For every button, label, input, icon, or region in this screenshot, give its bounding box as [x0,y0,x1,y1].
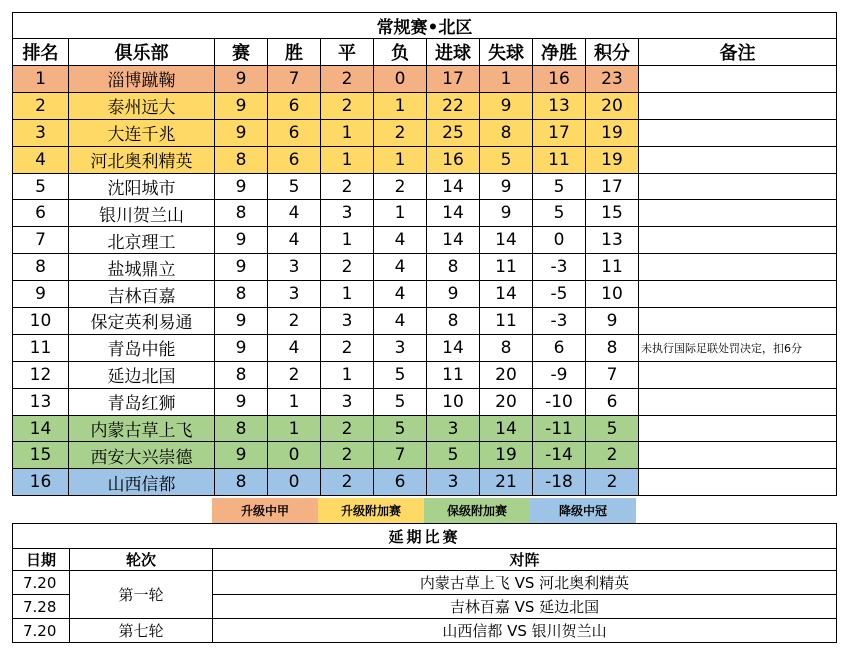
table-row [13,361,837,388]
club-cell: 沈阳城市 [69,173,215,200]
drawn-cell: 2 [321,442,374,469]
legend-item: 升级附加赛 [318,498,424,523]
drawn-cell: 2 [321,254,374,281]
played-cell: 8 [215,469,268,496]
club-cell: 吉林百嘉 [69,281,215,308]
goals-against-cell: 14 [480,415,533,442]
goal-diff-cell: -14 [533,442,586,469]
played-cell: 9 [215,334,268,361]
played-cell: 8 [215,361,268,388]
note-cell [639,173,837,200]
date-cell: 7.20 [13,619,70,643]
goal-diff-cell: 5 [533,173,586,200]
goals-for-cell: 3 [427,469,480,496]
goals-for-cell: 14 [427,200,480,227]
club-cell: 北京理工 [69,227,215,254]
goals-for-cell: 3 [427,415,480,442]
lost-cell: 4 [374,227,427,254]
standings-header-row [13,39,837,66]
note-cell [639,388,837,415]
goal-diff-cell: 13 [533,92,586,119]
lost-cell: 7 [374,442,427,469]
goal-diff-cell: -11 [533,415,586,442]
table-row [13,173,837,200]
points-cell: 13 [586,227,639,254]
zone-legend [212,498,636,523]
note-cell [639,281,837,308]
drawn-cell: 1 [321,119,374,146]
round-cell: 第七轮 [70,619,213,643]
drawn-cell: 3 [321,308,374,335]
postponed-title: 延期比赛 [13,524,837,549]
lost-cell: 5 [374,415,427,442]
goal-diff-cell: 0 [533,227,586,254]
rank-cell: 14 [13,415,69,442]
club-cell: 河北奥利精英 [69,146,215,173]
note-cell [639,200,837,227]
drawn-cell: 2 [321,469,374,496]
lost-cell: 5 [374,388,427,415]
standings-header-cell: 净胜 [533,39,586,66]
table-row [13,227,837,254]
legend-item: 降级中冠 [530,498,636,523]
goals-for-cell: 10 [427,388,480,415]
standings-header-cell: 失球 [480,39,533,66]
goals-against-cell: 8 [480,334,533,361]
rank-cell: 11 [13,334,69,361]
postponed-header-row [13,549,837,571]
won-cell: 3 [268,254,321,281]
goal-diff-cell: -18 [533,469,586,496]
played-cell: 9 [215,227,268,254]
played-cell: 8 [215,146,268,173]
goals-against-cell: 11 [480,308,533,335]
played-cell: 9 [215,92,268,119]
goal-diff-cell: -9 [533,361,586,388]
table-row [13,254,837,281]
standings-header-cell: 备注 [639,39,837,66]
date-cell: 7.20 [13,571,70,595]
table-row [13,146,837,173]
points-cell: 19 [586,146,639,173]
goal-diff-cell: 11 [533,146,586,173]
note-cell [639,415,837,442]
postponed-header-cell: 对阵 [213,549,837,571]
lost-cell: 6 [374,469,427,496]
table-row [13,308,837,335]
drawn-cell: 2 [321,92,374,119]
drawn-cell: 1 [321,227,374,254]
lost-cell: 0 [374,66,427,93]
rank-cell: 4 [13,146,69,173]
note-cell [639,92,837,119]
played-cell: 8 [215,200,268,227]
won-cell: 0 [268,442,321,469]
rank-cell: 10 [13,308,69,335]
goal-diff-cell: 16 [533,66,586,93]
won-cell: 4 [268,334,321,361]
goals-for-cell: 5 [427,442,480,469]
rank-cell: 12 [13,361,69,388]
club-cell: 西安大兴崇德 [69,442,215,469]
played-cell: 8 [215,281,268,308]
goals-against-cell: 11 [480,254,533,281]
points-cell: 7 [586,361,639,388]
won-cell: 6 [268,92,321,119]
goals-against-cell: 19 [480,442,533,469]
rank-cell: 8 [13,254,69,281]
goals-for-cell: 16 [427,146,480,173]
postponed-header-cell: 日期 [13,549,70,571]
goals-for-cell: 11 [427,361,480,388]
lost-cell: 4 [374,308,427,335]
drawn-cell: 2 [321,66,374,93]
goals-for-cell: 22 [427,92,480,119]
standings-table [12,12,837,496]
drawn-cell: 1 [321,281,374,308]
match-cell: 山西信都 VS 银川贺兰山 [213,619,837,643]
points-cell: 9 [586,308,639,335]
won-cell: 5 [268,173,321,200]
club-cell: 保定英利易通 [69,308,215,335]
table-row [13,571,837,595]
lost-cell: 4 [374,281,427,308]
goals-for-cell: 14 [427,334,480,361]
goal-diff-cell: -3 [533,254,586,281]
note-cell [639,308,837,335]
rank-cell: 9 [13,281,69,308]
match-cell: 内蒙古草上飞 VS 河北奥利精英 [213,571,837,595]
points-cell: 8 [586,334,639,361]
played-cell: 9 [215,119,268,146]
table-row [13,334,837,361]
lost-cell: 1 [374,146,427,173]
goals-against-cell: 1 [480,66,533,93]
lost-cell: 2 [374,173,427,200]
goal-diff-cell: -10 [533,388,586,415]
points-cell: 15 [586,200,639,227]
points-cell: 23 [586,66,639,93]
note-cell [639,119,837,146]
table-row [13,200,837,227]
points-cell: 11 [586,254,639,281]
rank-cell: 3 [13,119,69,146]
goals-against-cell: 9 [480,200,533,227]
won-cell: 1 [268,388,321,415]
rank-cell: 13 [13,388,69,415]
table-row [13,281,837,308]
standings-header-cell: 俱乐部 [69,39,215,66]
drawn-cell: 3 [321,388,374,415]
played-cell: 9 [215,442,268,469]
goal-diff-cell: 5 [533,200,586,227]
club-cell: 山西信都 [69,469,215,496]
note-cell [639,146,837,173]
club-cell: 银川贺兰山 [69,200,215,227]
postponed-matches-table [12,523,837,643]
rank-cell: 16 [13,469,69,496]
won-cell: 6 [268,119,321,146]
club-cell: 延边北国 [69,361,215,388]
club-cell: 大连千兆 [69,119,215,146]
table-row [13,92,837,119]
legend-item: 升级中甲 [212,498,318,523]
goal-diff-cell: 17 [533,119,586,146]
points-cell: 17 [586,173,639,200]
goals-for-cell: 14 [427,227,480,254]
lost-cell: 1 [374,92,427,119]
date-cell: 7.28 [13,595,70,619]
won-cell: 2 [268,361,321,388]
drawn-cell: 3 [321,200,374,227]
goal-diff-cell: 6 [533,334,586,361]
drawn-cell: 2 [321,334,374,361]
lost-cell: 5 [374,361,427,388]
played-cell: 9 [215,66,268,93]
won-cell: 0 [268,469,321,496]
standings-header-cell: 积分 [586,39,639,66]
note-cell [639,442,837,469]
legend-item: 保级附加赛 [424,498,530,523]
note-cell [639,469,837,496]
played-cell: 9 [215,173,268,200]
won-cell: 2 [268,308,321,335]
club-cell: 内蒙古草上飞 [69,415,215,442]
club-cell: 盐城鼎立 [69,254,215,281]
drawn-cell: 1 [321,146,374,173]
rank-cell: 5 [13,173,69,200]
lost-cell: 3 [374,334,427,361]
goals-against-cell: 21 [480,469,533,496]
goal-diff-cell: -5 [533,281,586,308]
drawn-cell: 1 [321,361,374,388]
goals-against-cell: 14 [480,281,533,308]
table-row [13,469,837,496]
standings-header-cell: 平 [321,39,374,66]
goals-for-cell: 17 [427,66,480,93]
round-cell: 第一轮 [70,571,213,619]
goals-against-cell: 14 [480,227,533,254]
drawn-cell: 2 [321,173,374,200]
goals-against-cell: 9 [480,92,533,119]
note-cell: 未执行国际足联处罚决定，扣6分 [639,334,837,361]
won-cell: 7 [268,66,321,93]
note-cell [639,66,837,93]
points-cell: 2 [586,442,639,469]
played-cell: 9 [215,388,268,415]
standings-header-cell: 赛 [215,39,268,66]
goals-against-cell: 20 [480,361,533,388]
goals-against-cell: 20 [480,388,533,415]
goals-for-cell: 14 [427,173,480,200]
table-row [13,66,837,93]
won-cell: 6 [268,146,321,173]
points-cell: 2 [586,469,639,496]
postponed-header-cell: 轮次 [70,549,213,571]
goals-for-cell: 8 [427,254,480,281]
note-cell [639,254,837,281]
standings-header-cell: 负 [374,39,427,66]
played-cell: 9 [215,254,268,281]
table-row [13,619,837,643]
club-cell: 淄博蹴鞠 [69,66,215,93]
note-cell [639,227,837,254]
table-row [13,119,837,146]
points-cell: 5 [586,415,639,442]
points-cell: 20 [586,92,639,119]
club-cell: 泰州远大 [69,92,215,119]
table-row [13,388,837,415]
standings-header-cell: 胜 [268,39,321,66]
club-cell: 青岛红狮 [69,388,215,415]
note-cell [639,361,837,388]
table-row [13,442,837,469]
won-cell: 3 [268,281,321,308]
standings-header-cell: 排名 [13,39,69,66]
goals-against-cell: 9 [480,173,533,200]
drawn-cell: 2 [321,415,374,442]
played-cell: 8 [215,415,268,442]
goal-diff-cell: -3 [533,308,586,335]
rank-cell: 6 [13,200,69,227]
goals-for-cell: 25 [427,119,480,146]
rank-cell: 1 [13,66,69,93]
lost-cell: 2 [374,119,427,146]
match-cell: 吉林百嘉 VS 延边北国 [213,595,837,619]
goals-for-cell: 8 [427,308,480,335]
won-cell: 1 [268,415,321,442]
goals-against-cell: 5 [480,146,533,173]
won-cell: 4 [268,200,321,227]
table-row [13,415,837,442]
rank-cell: 2 [13,92,69,119]
standings-header-cell: 进球 [427,39,480,66]
rank-cell: 7 [13,227,69,254]
points-cell: 19 [586,119,639,146]
standings-title: 常规赛•北区 [13,13,837,39]
points-cell: 10 [586,281,639,308]
club-cell: 青岛中能 [69,334,215,361]
played-cell: 9 [215,308,268,335]
points-cell: 6 [586,388,639,415]
lost-cell: 4 [374,254,427,281]
goals-against-cell: 8 [480,119,533,146]
rank-cell: 15 [13,442,69,469]
lost-cell: 1 [374,200,427,227]
won-cell: 4 [268,227,321,254]
goals-for-cell: 9 [427,281,480,308]
